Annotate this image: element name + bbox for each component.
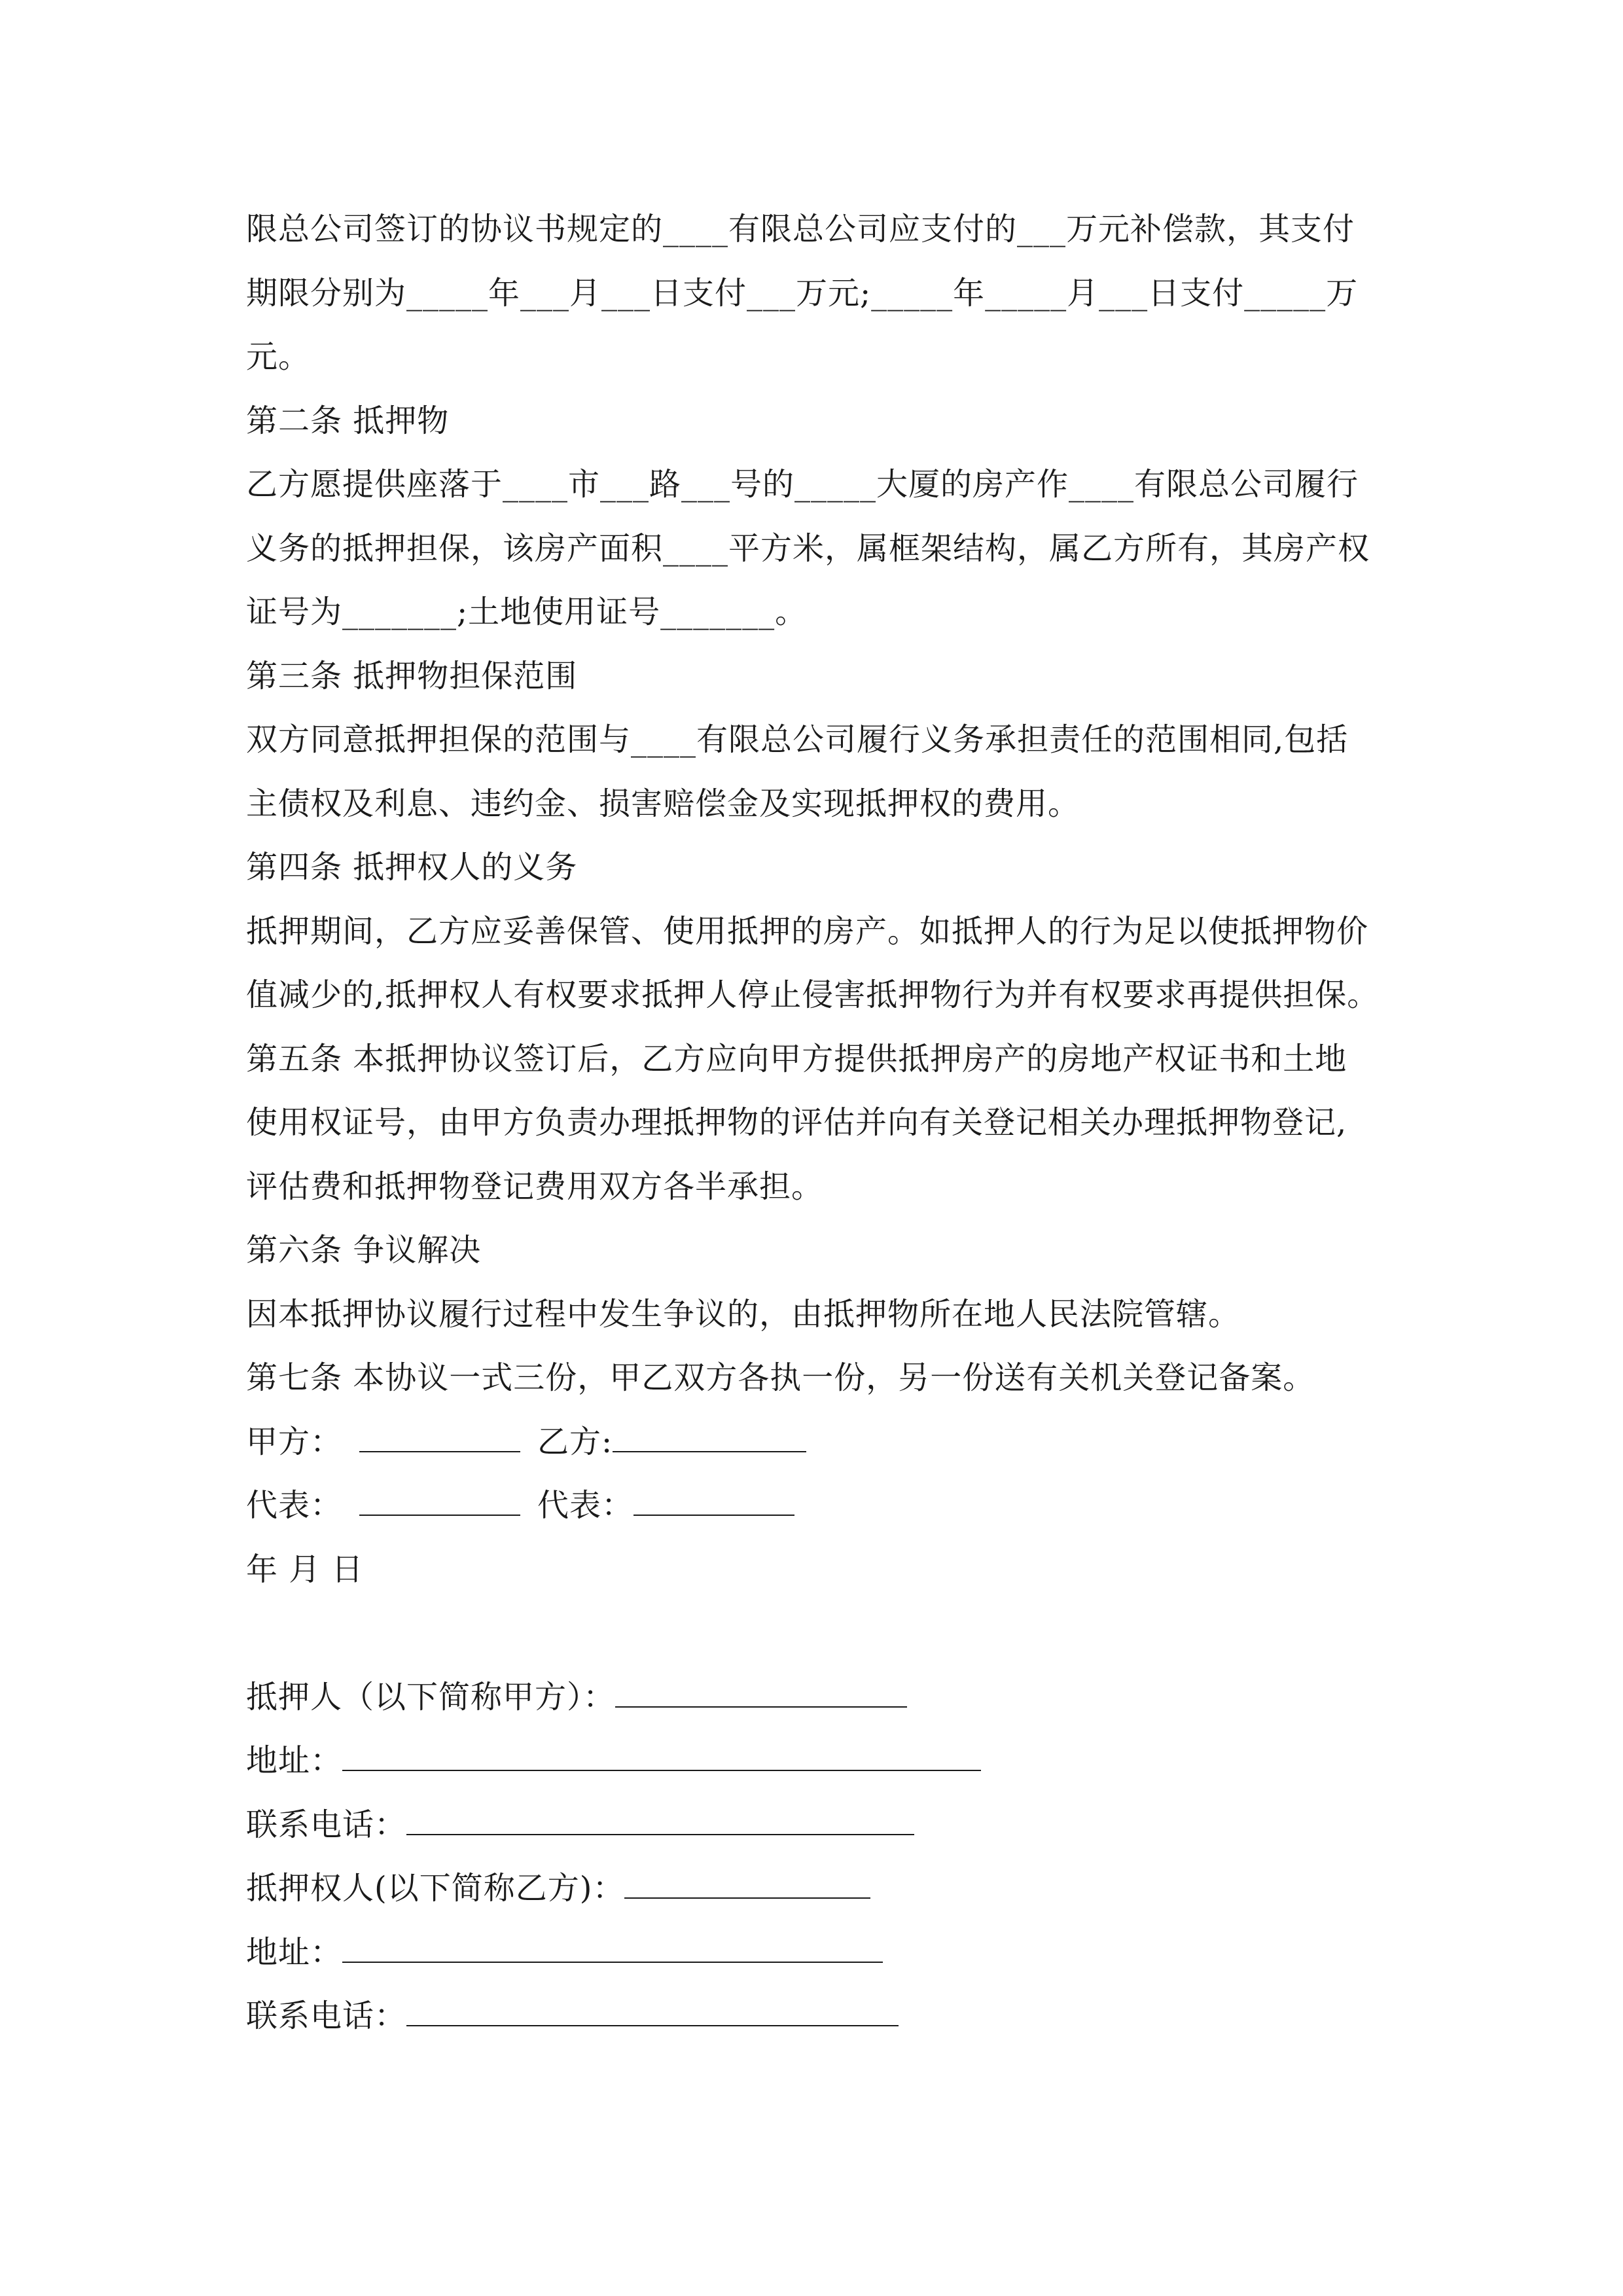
address-label: 地址： [246, 1933, 343, 1971]
party-signature-row [246, 1410, 1391, 1475]
mortgagee-blank[interactable] [624, 1859, 870, 1899]
body-line: 使用权证号，由甲方负责办理抵押物的评估并向有关登记相关办理抵押物登记, [246, 1104, 1347, 1141]
body-line: 主债权及利息、违约金、损害赔偿金及实现抵押权的费用。 [246, 785, 1080, 822]
mortgagee-label: 抵押权人(以下简称乙方)： [246, 1870, 625, 1907]
mortgagor-phone-row [246, 1793, 1391, 1857]
mortgagor-blank[interactable] [615, 1668, 907, 1708]
rep-a-blank[interactable] [359, 1477, 520, 1516]
address-label: 地址： [246, 1742, 343, 1779]
spacer [246, 1602, 1391, 1666]
mortgagor-phone-blank[interactable] [406, 1796, 914, 1835]
article-6-heading: 第六条 争议解决 [246, 1232, 482, 1268]
body-line: 限总公司签订的协议书规定的____有限总公司应支付的___万元补偿款，其支付 [246, 211, 1355, 247]
body-line: 乙方愿提供座落于____市___路___号的_____大厦的房产作____有限总公司履行 [246, 466, 1359, 503]
article-4-heading: 第四条 抵押权人的义务 [246, 849, 578, 886]
body-line: 抵押期间，乙方应妥善保管、使用抵押的房产。如抵押人的行为足以使抵押物价 [246, 912, 1369, 950]
representative-signature-row [246, 1474, 1391, 1538]
mortgagor-label: 抵押人（以下简称甲方）： [246, 1678, 616, 1715]
party-b-label: 乙方: [537, 1423, 613, 1460]
article-7-line: 第七条 本协议一式三份，甲乙双方各执一份，另一份送有关机关登记备案。 [246, 1359, 1315, 1396]
contract-body [246, 198, 1391, 2049]
date-line: 年 月 日 [246, 1551, 364, 1588]
mortgagee-phone-blank[interactable] [406, 1987, 899, 2026]
mortgagee-phone-row [246, 1984, 1391, 2049]
body-line: 值减少的,抵押权人有权要求抵押人停止侵害抵押物行为并有权要求再提供担保。 [246, 977, 1380, 1013]
body-line: 证号为_______;土地使用证号_______。 [246, 594, 808, 630]
party-a-blank[interactable] [359, 1413, 520, 1452]
mortgagor-address-blank[interactable] [342, 1732, 981, 1771]
body-line: 双方同意抵押担保的范围与____有限总公司履行义务承担责任的范围相同,包括 [246, 721, 1349, 758]
body-line: 义务的抵押担保，该房产面积____平方米，属框架结构，属乙方所有，其房产权 [246, 529, 1370, 567]
mortgagor-row [246, 1666, 1391, 1730]
rep-b-blank[interactable] [633, 1477, 794, 1516]
mortgagor-address-row [246, 1729, 1391, 1793]
party-b-blank[interactable] [613, 1413, 806, 1452]
rep-b-label: 代表： [537, 1487, 634, 1524]
body-line: 因本抵押协议履行过程中发生争议的，由抵押物所在地人民法院管辖。 [246, 1295, 1241, 1333]
article-5-line: 第五条 本抵押协议签订后，乙方应向甲方提供抵押房产的房地产权证书和土地 [246, 1040, 1347, 1077]
body-line: 期限分别为_____年___月___日支付___万元;_____年_____月___日支付_____万 [246, 274, 1359, 312]
party-a-label: 甲方： [246, 1423, 343, 1460]
mortgagee-row [246, 1857, 1391, 1921]
phone-label: 联系电话： [246, 1806, 407, 1843]
body-line: 评估费和抵押物登记费用双方各半承担。 [246, 1168, 824, 1205]
rep-a-label: 代表： [246, 1487, 343, 1524]
article-3-heading: 第三条 抵押物担保范围 [246, 657, 578, 694]
phone-label: 联系电话： [246, 1998, 407, 2034]
mortgagee-address-blank[interactable] [342, 1924, 883, 1963]
body-line: 元。 [246, 338, 311, 375]
mortgagee-address-row [246, 1921, 1391, 1985]
article-2-heading: 第二条 抵押物 [246, 402, 450, 439]
